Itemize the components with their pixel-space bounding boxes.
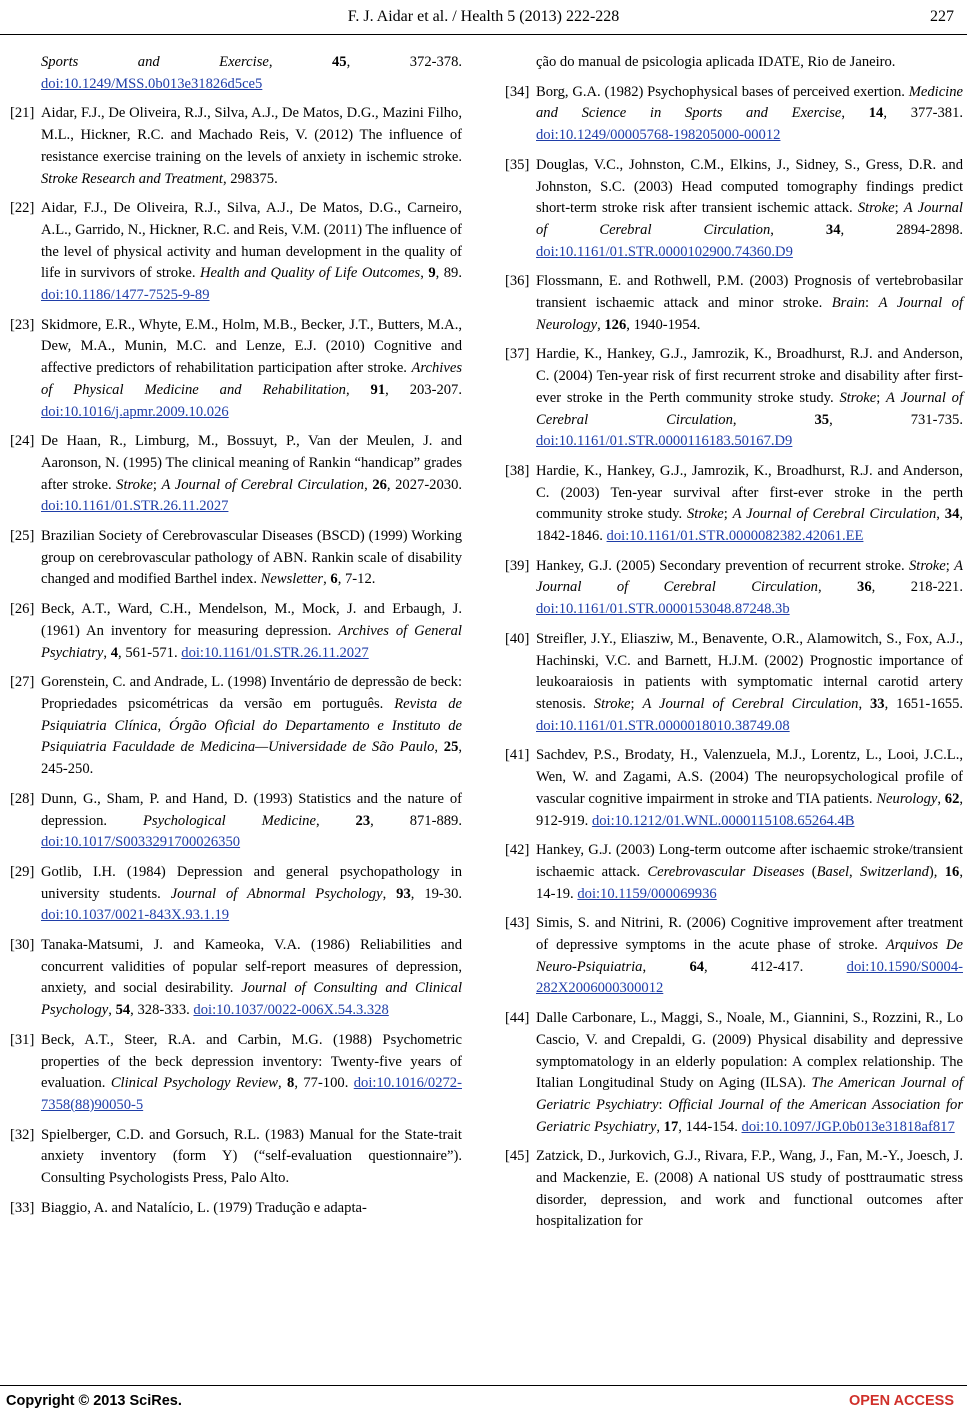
reference-text: , — [817, 579, 858, 596]
reference-number: [21] — [10, 105, 35, 122]
reference-text: Gotlib, I.H. (1984) Depression and general psychopathology in university students. — [41, 863, 462, 902]
reference-italic-text: Stroke — [857, 200, 895, 217]
reference-text: , — [841, 105, 869, 122]
reference-number: [23] — [10, 316, 35, 333]
reference-text: , 19-30. — [410, 885, 463, 902]
reference-italic-text: A Journal of Cerebral Circulation — [536, 200, 963, 238]
reference-text: , — [936, 506, 945, 523]
reference-column-right — [505, 52, 963, 1241]
reference-volume: 14 — [868, 105, 884, 122]
reference-entry — [505, 556, 963, 621]
doi-link[interactable]: doi:10.1161/01.STR.26.11.2027 — [41, 498, 229, 515]
reference-text: Borg, G.A. (1982) Psychophysical bases of perceived exertion. — [536, 83, 909, 100]
reference-text: , — [597, 316, 605, 333]
doi-link[interactable]: doi:10.1590/S0004-282X2006000300012 — [536, 958, 963, 997]
reference-entry — [505, 344, 963, 453]
reference-volume: 126 — [604, 316, 627, 333]
reference-number: [32] — [10, 1126, 35, 1143]
reference-text: , 1651-1655. — [884, 695, 964, 712]
reference-number: [36] — [505, 273, 530, 290]
reference-text: Flossmann, E. and Rothwell, P.M. (2003) Prognosis of vertebrobasilar transient ischaemic attack and minor stroke. — [536, 273, 963, 312]
reference-text: , 377-381. — [883, 105, 964, 122]
reference-italic-text: Health and Quality of Life Outcomes — [199, 265, 421, 282]
reference-entry — [10, 103, 462, 190]
reference-text: ; — [876, 389, 887, 406]
reference-number: [22] — [10, 200, 35, 217]
reference-volume: 93 — [396, 885, 411, 902]
reference-entry — [10, 862, 462, 927]
doi-link[interactable]: doi:10.1097/JGP.0b013e31818af817 — [741, 1118, 955, 1135]
reference-text: , — [278, 1075, 288, 1092]
reference-text: , 203-207. — [385, 381, 462, 398]
reference-volume: 33 — [870, 695, 885, 712]
reference-text: , — [770, 221, 826, 238]
doi-link[interactable]: doi:10.1161/01.STR.0000082382.42061.EE — [606, 528, 864, 545]
reference-text: , — [268, 54, 332, 70]
reference-number: [33] — [10, 1199, 35, 1216]
reference-italic-text: Stroke — [839, 389, 877, 406]
reference-text: Tanaka-Matsumi, J. and Kameoka, V.A. (1986) Reliabilities and concurrent validities of popular self-report measures of depression, anxiety, and social desirability. — [41, 937, 462, 997]
reference-text: , — [382, 885, 397, 902]
reference-entry — [10, 672, 462, 781]
reference-text: , — [345, 381, 371, 398]
reference-text: , — [732, 411, 815, 428]
reference-number: [24] — [10, 433, 35, 450]
reference-number: [34] — [505, 83, 530, 100]
reference-text: Biaggio, A. and Natalício, L. (1979) Tradução e adapta- — [41, 1199, 367, 1216]
reference-text: ( — [804, 863, 817, 880]
reference-volume: 17 — [663, 1118, 679, 1135]
reference-italic-text: Clinical Psychology Review — [110, 1075, 278, 1092]
reference-text: Hardie, K., Hankey, G.J., Jamrozik, K., Broadhurst, R.J. and Anderson, C. (2003) Ten-year survival after first-ever stroke in the perth community stroke study. — [536, 462, 963, 523]
reference-text: , 1940-1954. — [626, 316, 701, 333]
reference-italic-text: Medicine and Science in Sports and Exercise — [536, 83, 963, 122]
reference-volume: 91 — [370, 381, 386, 398]
reference-number: [26] — [10, 601, 35, 618]
reference-number: [29] — [10, 863, 35, 880]
reference-text: Hankey, G.J. (2003) Long-term outcome after ischaemic stroke/transient ischaemic attack. — [536, 842, 963, 880]
reference-italic-text: A Journal of Cerebral Circulation — [536, 557, 963, 596]
running-header — [0, 8, 967, 30]
reference-entry — [505, 913, 963, 1000]
reference-italic-text: Stroke Research and Treatment — [41, 170, 223, 187]
reference-text: Aidar, F.J., De Oliveira, R.J., Silva, A.J., De Matos, D.G., Mazini Filho, M.L., Hickner, R.C. and Machado Reis, V. (2012) The influence of resistance exercise training on the levels of anxiety in ischemic stroke. — [41, 105, 462, 165]
reference-text: , — [157, 717, 169, 734]
reference-number: [35] — [505, 156, 530, 173]
doi-link[interactable]: doi:10.1186/1477-7525-9-89 — [41, 287, 210, 304]
reference-entry — [10, 52, 462, 95]
reference-text: Spielberger, C.D. and Gorsuch, R.L. (1983) Manual for the State-trait anxiety inventory (form Y) (“self-evaluation questionnaire”). Consulting Psychologists Press, Palo Alto. — [41, 1126, 462, 1187]
reference-text: Skidmore, E.R., Whyte, E.M., Holm, M.B., Becker, J.T., Butters, M.A., Dew, M.A., Munin, M.C. and Lenze, E.J. (2010) Cognitive and affective predictors of rehabilitation participation after stroke. — [41, 316, 462, 377]
reference-entry — [10, 599, 462, 664]
reference-text: Douglas, V.C., Johnston, C.M., Elkins, J., Sidney, S., Gress, D.R. and Johnston, S.C. (2003) Head computed tomography findings predict short-term stroke risk after transient ischemic attack. — [536, 156, 963, 217]
reference-text: , 328-333. — [130, 1002, 194, 1019]
reference-text: , — [849, 863, 860, 880]
reference-text: Hankey, G.J. (2005) Secondary prevention of recurrent stroke. — [536, 557, 909, 574]
reference-text: ; — [894, 200, 904, 217]
reference-italic-text: Switzerland — [860, 863, 929, 880]
reference-entry — [505, 52, 963, 74]
reference-italic-text: Stroke — [116, 476, 153, 493]
reference-number: [40] — [505, 630, 530, 647]
running-head: F. J. Aidar et al. / Health 5 (2013) 222-228 — [347, 8, 620, 25]
reference-italic-text: A Journal of Cerebral Circulation — [642, 695, 859, 712]
reference-number: [41] — [505, 747, 530, 764]
reference-text: Streifler, J.Y., Eliasziw, M., Benavente, O.R., Alamowitch, S., Fox, A.J., Hachinski, V.C. and Barnett, H.J.M. (2002) Prognostic importance of leukoaraiosis in patients with symptomatic internal carotid artery stenosis. — [536, 630, 963, 712]
doi-link[interactable]: doi:10.1249/MSS.0b013e31826d5ce5 — [41, 75, 263, 92]
doi-link[interactable]: doi:10.1161/01.STR.0000153048.87248.3b — [536, 601, 790, 618]
reference-entry — [10, 198, 462, 307]
reference-entry — [505, 155, 963, 264]
reference-volume: 45 — [332, 54, 347, 70]
reference-entry — [10, 1030, 462, 1117]
open-access-label: OPEN ACCESS — [848, 1393, 954, 1409]
reference-italic-text: Stroke — [908, 557, 946, 574]
reference-text: ção do manual de psicologia aplicada IDATE, Rio de Janeiro. — [536, 54, 896, 70]
reference-text: Brazilian Society of Cerebrovascular Diseases (BSCD) (1999) Working group on cerebrovascular pathology of ABN. Rankin scale of disability changed and modified Barthel index. — [41, 528, 462, 588]
reference-text: Aidar, F.J., De Oliveira, R.J., Silva, A.J., De Matos, D.G., Carneiro, A.L., Garrido, N., Hickner, R.C. and Reis, V.M. (2011) The influence of the level of physical activity and human development in the quality of life in survivors of stroke. — [41, 200, 462, 282]
doi-link[interactable]: doi:10.1161/01.STR.0000116183.50167.D9 — [536, 433, 793, 450]
reference-text: , — [323, 571, 331, 588]
reference-text: De Haan, R., Limburg, M., Bossuyt, P., Van der Meulen, J. and Aaronson, N. (1995) The clinical meaning of Rankin “handicap” grades after stroke. — [41, 433, 462, 493]
reference-number: [45] — [505, 1148, 530, 1165]
reference-volume: 8 — [287, 1075, 295, 1092]
reference-text: , 77-100. — [294, 1075, 354, 1092]
copyright-notice: Copyright © 2013 SciRes. — [6, 1393, 182, 1409]
reference-text: , — [364, 476, 373, 493]
reference-text: ; — [945, 557, 955, 574]
doi-link[interactable]: doi:10.1016/0272-7358(88)90050-5 — [41, 1075, 462, 1113]
doi-link[interactable]: doi:10.1212/01.WNL.0000115108.65264.4B — [591, 812, 855, 829]
reference-italic-text: A Journal of Cerebral Circulation — [732, 506, 937, 523]
reference-number: [25] — [10, 528, 35, 545]
reference-italic-text: Neurology — [876, 790, 938, 807]
reference-volume: 25 — [443, 739, 459, 756]
reference-volume: 34 — [825, 221, 841, 238]
reference-italic-text: Journal of Abnormal Psychology — [170, 885, 383, 902]
header-rule — [0, 34, 967, 35]
reference-text: , — [315, 812, 356, 829]
reference-text: , 2894-2898. — [840, 221, 964, 238]
reference-volume: 34 — [944, 506, 960, 523]
reference-text: , — [420, 265, 429, 282]
reference-number: [31] — [10, 1031, 35, 1048]
reference-number: [27] — [10, 674, 35, 691]
reference-text: ; — [152, 476, 162, 493]
reference-text: , — [434, 739, 444, 756]
reference-number: [42] — [505, 842, 530, 859]
doi-link[interactable]: doi:10.1017/S0033291700026350 — [41, 834, 241, 851]
reference-volume: 36 — [857, 579, 872, 596]
reference-entry — [10, 935, 462, 1022]
reference-italic-text: Órgão Oficial do Departamento e Instituto de Psiquiatria Faculdade de Medicina—Universidade de São Paulo — [41, 717, 462, 756]
doi-link[interactable]: doi:10.1161/01.STR.0000102900.74360.D9 — [536, 243, 793, 260]
reference-text: , — [108, 1002, 116, 1019]
reference-volume: 23 — [355, 812, 371, 829]
reference-text: , 1842-1846. — [536, 506, 964, 545]
reference-volume: 54 — [115, 1002, 131, 1019]
reference-entry — [10, 1198, 462, 1220]
reference-text: , — [103, 644, 111, 661]
reference-volume: 62 — [944, 790, 960, 807]
reference-italic-text: Sports and Exercise — [41, 54, 269, 70]
reference-text: , 912-919. — [536, 790, 964, 829]
reference-text: Dunn, G., Sham, P. and Hand, D. (1993) Statistics and the nature of depression. — [41, 790, 462, 829]
reference-text: , — [656, 1118, 664, 1135]
reference-italic-text: A Journal of Cerebral Circulation — [536, 389, 964, 428]
reference-entry — [505, 1008, 963, 1138]
doi-link[interactable]: doi:10.1037/0021-843X.93.1.19 — [41, 907, 230, 924]
reference-number: [43] — [505, 915, 530, 932]
reference-italic-text: Official Journal of the American Association for Geriatric Psychiatry — [536, 1096, 964, 1135]
doi-link[interactable]: doi:10.1161/01.STR.0000018010.38749.08 — [536, 717, 790, 734]
reference-number: [38] — [505, 462, 530, 479]
reference-entry — [10, 1125, 462, 1190]
reference-italic-text: Archives of General Psychiatry — [41, 622, 462, 661]
reference-entry — [10, 526, 462, 591]
reference-volume: 26 — [372, 476, 387, 493]
reference-text: , 871-889. — [370, 812, 463, 829]
doi-link[interactable]: doi:10.1037/0022-006X.54.3.328 — [193, 1002, 389, 1019]
reference-text: , 412-417. — [704, 958, 847, 975]
reference-text: , 561-571. — [118, 644, 182, 661]
reference-entry — [505, 840, 963, 905]
reference-text: Beck, A.T., Ward, C.H., Mendelson, M., Mock, J. and Erbaugh, J. (1961) An inventory for measuring depression. — [41, 601, 462, 639]
reference-text: Hardie, K., Hankey, G.J., Jamrozik, K., Broadhurst, R.J. and Anderson, C. (2004) Ten-year risk of first recurrent stroke and disability after first-ever stroke in the Perth community stroke study. — [536, 346, 963, 406]
reference-text: , 298375. — [222, 170, 278, 187]
reference-text: , 218-221. — [871, 579, 963, 596]
reference-text: ; — [630, 695, 643, 712]
reference-text: , 245-250. — [41, 739, 463, 778]
reference-volume: 35 — [814, 411, 830, 428]
reference-text: , — [642, 958, 690, 975]
page-number: 227 — [930, 8, 954, 25]
reference-italic-text: Stroke — [686, 506, 724, 523]
reference-entry — [505, 461, 963, 548]
reference-text: , 372-378. — [346, 54, 463, 70]
reference-entry — [505, 82, 963, 147]
reference-text: Beck, A.T., Steer, R.A. and Carbin, M.G. (1988) Psychometric properties of the beck depression inventory: Twenty-five years of evaluation. — [41, 1031, 462, 1092]
reference-column-left — [10, 52, 462, 1227]
reference-volume: 4 — [110, 644, 119, 661]
footer-rule — [0, 1385, 967, 1386]
reference-italic-text: The American Journal of Geriatric Psychiatry — [536, 1075, 963, 1113]
reference-entry — [505, 745, 963, 832]
reference-text: Gorenstein, C. and Andrade, L. (1998) Inventário de depressão de beck: Propriedades psicométricas da versão em português. — [41, 674, 462, 712]
reference-text: , 144-154. — [678, 1118, 742, 1135]
reference-text: , — [937, 790, 945, 807]
reference-entry — [505, 271, 963, 336]
reference-text: : — [658, 1096, 669, 1113]
reference-italic-text: Brain — [831, 295, 865, 312]
doi-link[interactable]: doi:10.1161/01.STR.26.11.2027 — [181, 644, 369, 661]
reference-italic-text: Newsletter — [260, 571, 324, 588]
reference-number: [28] — [10, 790, 35, 807]
doi-link[interactable]: doi:10.1249/00005768-198205000-00012 — [536, 127, 781, 144]
reference-entry — [505, 629, 963, 738]
reference-entry — [10, 431, 462, 518]
reference-entry — [10, 315, 462, 424]
reference-text: , — [858, 695, 870, 712]
reference-volume: 64 — [689, 958, 705, 975]
doi-link[interactable]: doi:10.1159/000069936 — [577, 885, 717, 902]
reference-italic-text: Psychological Medicine — [143, 812, 316, 829]
reference-text: , 731-735. — [829, 411, 963, 428]
reference-text: : — [865, 295, 879, 312]
doi-link[interactable]: doi:10.1016/j.apmr.2009.10.026 — [41, 403, 229, 420]
reference-text: Dalle Carbonare, L., Maggi, S., Noale, M., Giannini, S., Rozzini, R., Lo Cascio, V. and Crepaldi, G. (2009) Physical disability and depressive symptomatology in an elderly population: A complex relationship. The Italian Longitudinal Study on Aging (ILSA). — [536, 1010, 963, 1092]
reference-volume: 6 — [330, 571, 338, 588]
reference-number: [44] — [505, 1010, 530, 1027]
reference-italic-text: Journal of Consulting and Clinical Psychology — [41, 980, 462, 1019]
reference-italic-text: Cerebrovascular Diseases — [647, 863, 805, 880]
reference-number: [37] — [505, 346, 530, 363]
reference-text: Sachdev, P.S., Brodaty, H., Valenzuela, M.J., Lorentz, L., Looi, J.C.L., Wen, W. and Zagami, A.S. (2004) The neuropsychological profile of vascular cognitive impairment in stroke and TIA patients. — [536, 747, 963, 807]
reference-italic-text: Archives of Physical Medicine and Rehabilitation — [41, 360, 462, 398]
reference-number: [30] — [10, 937, 35, 954]
reference-number: [39] — [505, 557, 530, 574]
reference-italic-text: A Journal of Cerebral Circulation — [161, 476, 365, 493]
reference-italic-text: Basel — [816, 863, 850, 880]
reference-text: , 14-19. — [536, 863, 963, 902]
reference-italic-text: Arquivos De Neuro-Psiquiatria — [536, 937, 963, 975]
reference-text: , 7-12. — [337, 571, 376, 588]
reference-italic-text: A Journal of Neurology — [536, 295, 964, 333]
reference-volume: 9 — [428, 265, 436, 282]
reference-italic-text: Revista de Psiquiatria Clínica — [41, 695, 462, 734]
reference-volume: 16 — [944, 863, 960, 880]
reference-text: ), — [928, 863, 945, 880]
reference-italic-text: Stroke — [593, 695, 631, 712]
reference-text: , 2027-2030. — [386, 476, 463, 493]
reference-text: , 89. — [435, 265, 462, 282]
reference-text: Zatzick, D., Jurkovich, G.J., Rivara, F.P., Wang, J., Fan, M.-Y., Joesch, J. and Mackenzie, E. (2008) A national US study of posttraumatic stress disorder, depression, and work and functional outcomes after hospitalization for — [536, 1148, 963, 1230]
reference-entry — [10, 789, 462, 854]
reference-entry — [505, 1146, 963, 1233]
reference-text: Simis, S. and Nitrini, R. (2006) Cognitive improvement after treatment of depressive symptoms in the acute phase of stroke. — [536, 915, 963, 954]
reference-text: ; — [723, 506, 733, 523]
